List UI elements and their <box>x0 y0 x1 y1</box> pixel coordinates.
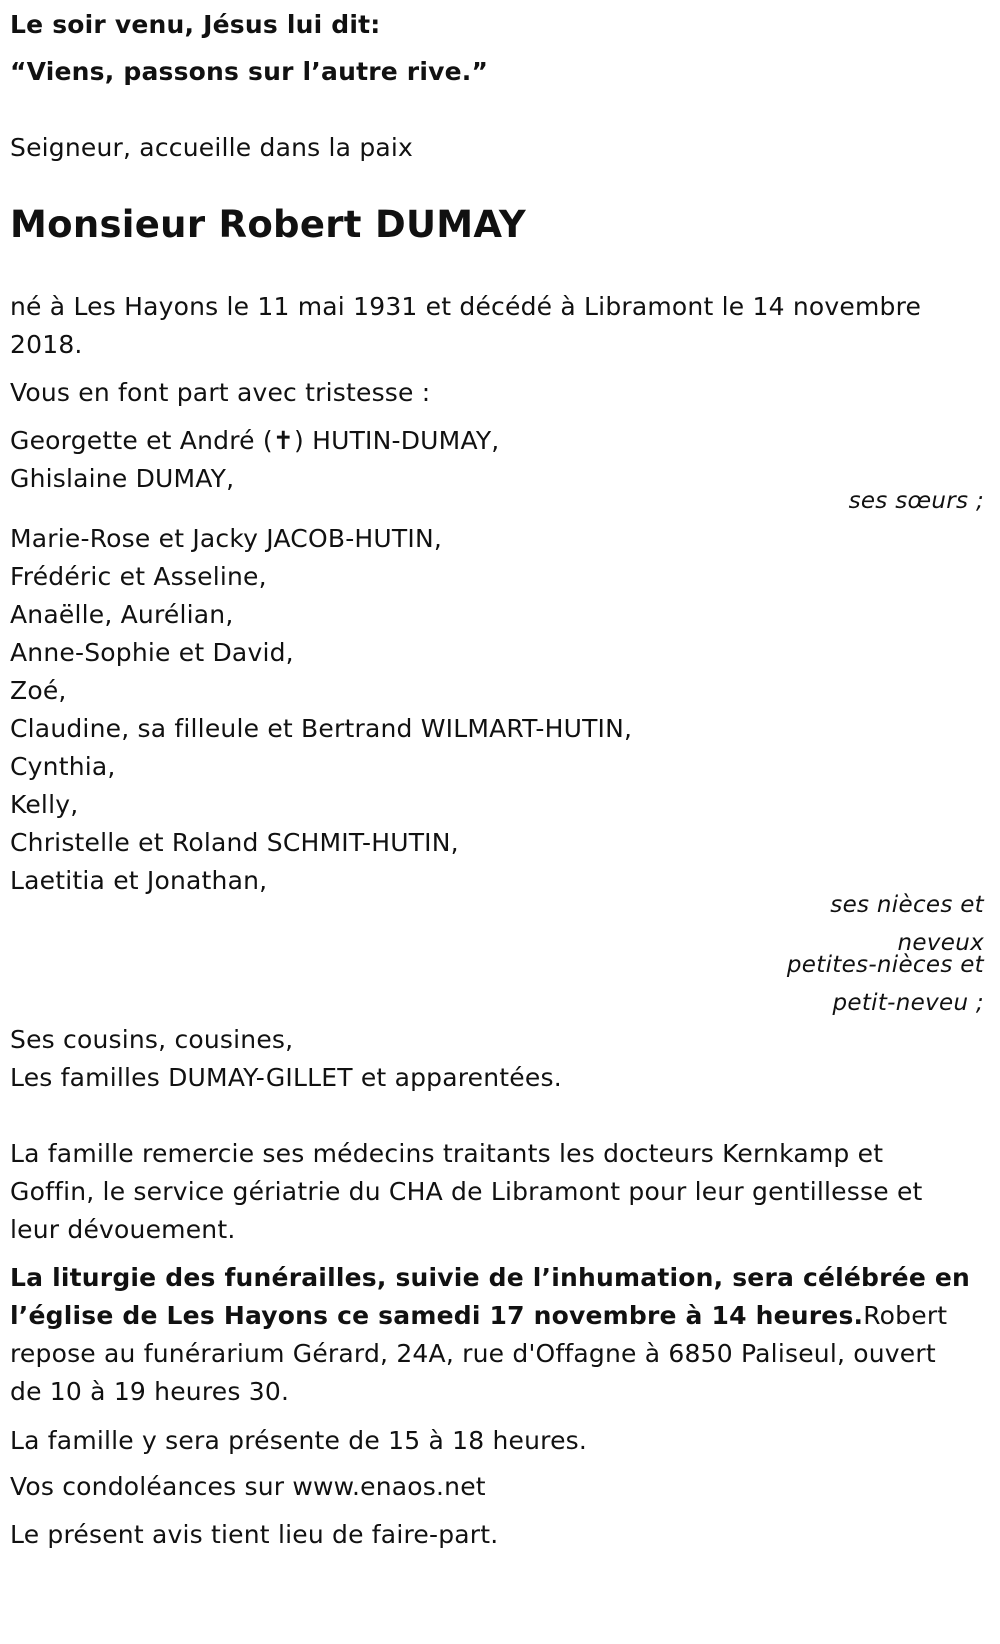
family-name-line: Ghislaine DUMAY, <box>10 464 235 493</box>
family-name-line: Anaëlle, Aurélian, <box>10 600 234 629</box>
family-name-line: Frédéric et Asseline, <box>10 562 267 591</box>
notice-text: Le présent avis tient lieu de faire-part. <box>10 1520 499 1549</box>
family-name-line: Georgette et André (✝) HUTIN-DUMAY, <box>10 426 500 455</box>
relation-nieces-line-1: ses nièces et <box>830 892 984 918</box>
thanks-line-3: leur dévouement. <box>10 1215 236 1244</box>
thanks-line-2: Goffin, le service gériatrie du CHA de Libramont pour leur gentillesse et <box>10 1177 923 1206</box>
condolences-text: Vos condoléances sur www.enaos.net <box>10 1472 486 1501</box>
family-name-line: Zoé, <box>10 676 67 705</box>
family-name-line: Kelly, <box>10 790 79 819</box>
family-name-line: Claudine, sa filleule et Bertrand WILMART-HUTIN, <box>10 714 633 743</box>
relation-sisters: ses sœurs ; <box>848 488 984 514</box>
family-name-line: Ses cousins, cousines, <box>10 1025 294 1054</box>
relation-grand-nieces-line-1: petites-nièces et <box>786 952 984 978</box>
verse-line-1: Le soir venu, Jésus lui dit: <box>10 10 381 39</box>
funeral-tail-text: Robert <box>863 1301 948 1330</box>
announce-text: Vous en font part avec tristesse : <box>10 378 431 407</box>
family-name-line: Cynthia, <box>10 752 116 781</box>
funeral-line-1: La liturgie des funérailles, suivie de l’inhumation, sera célébrée en <box>10 1263 971 1292</box>
thanks-line-1: La famille remercie ses médecins traitants les docteurs Kernkamp et <box>10 1139 884 1168</box>
funeral-line-4: de 10 à 19 heures 30. <box>10 1377 290 1406</box>
presence-text: La famille y sera présente de 15 à 18 heures. <box>10 1426 588 1455</box>
family-name-line: Anne-Sophie et David, <box>10 638 294 667</box>
family-name-line: Marie-Rose et Jacky JACOB-HUTIN, <box>10 524 442 553</box>
funeral-line-2 <box>10 1301 947 1331</box>
birth-line-2: 2018. <box>10 330 83 359</box>
family-name-line: Laetitia et Jonathan, <box>10 866 268 895</box>
deceased-name: Monsieur Robert DUMAY <box>10 203 526 246</box>
relation-grand-nieces-line-2: petit-neveu ; <box>832 990 984 1016</box>
verse-line-2: “Viens, passons sur l’autre rive.” <box>10 57 489 86</box>
intro-text: Seigneur, accueille dans la paix <box>10 133 414 162</box>
birth-line-1: né à Les Hayons le 11 mai 1931 et décédé à Libramont le 14 novembre <box>10 292 922 321</box>
relation-nieces-line-2: neveux <box>897 930 984 956</box>
family-name-line: Christelle et Roland SCHMIT-HUTIN, <box>10 828 459 857</box>
funeral-line-3: repose au funérarium Gérard, 24A, rue d'Offagne à 6850 Paliseul, ouvert <box>10 1339 936 1368</box>
funeral-bold-text: l’église de Les Hayons ce samedi 17 novembre à 14 heures. <box>10 1301 864 1330</box>
family-name-line: Les familles DUMAY-GILLET et apparentées. <box>10 1063 562 1092</box>
